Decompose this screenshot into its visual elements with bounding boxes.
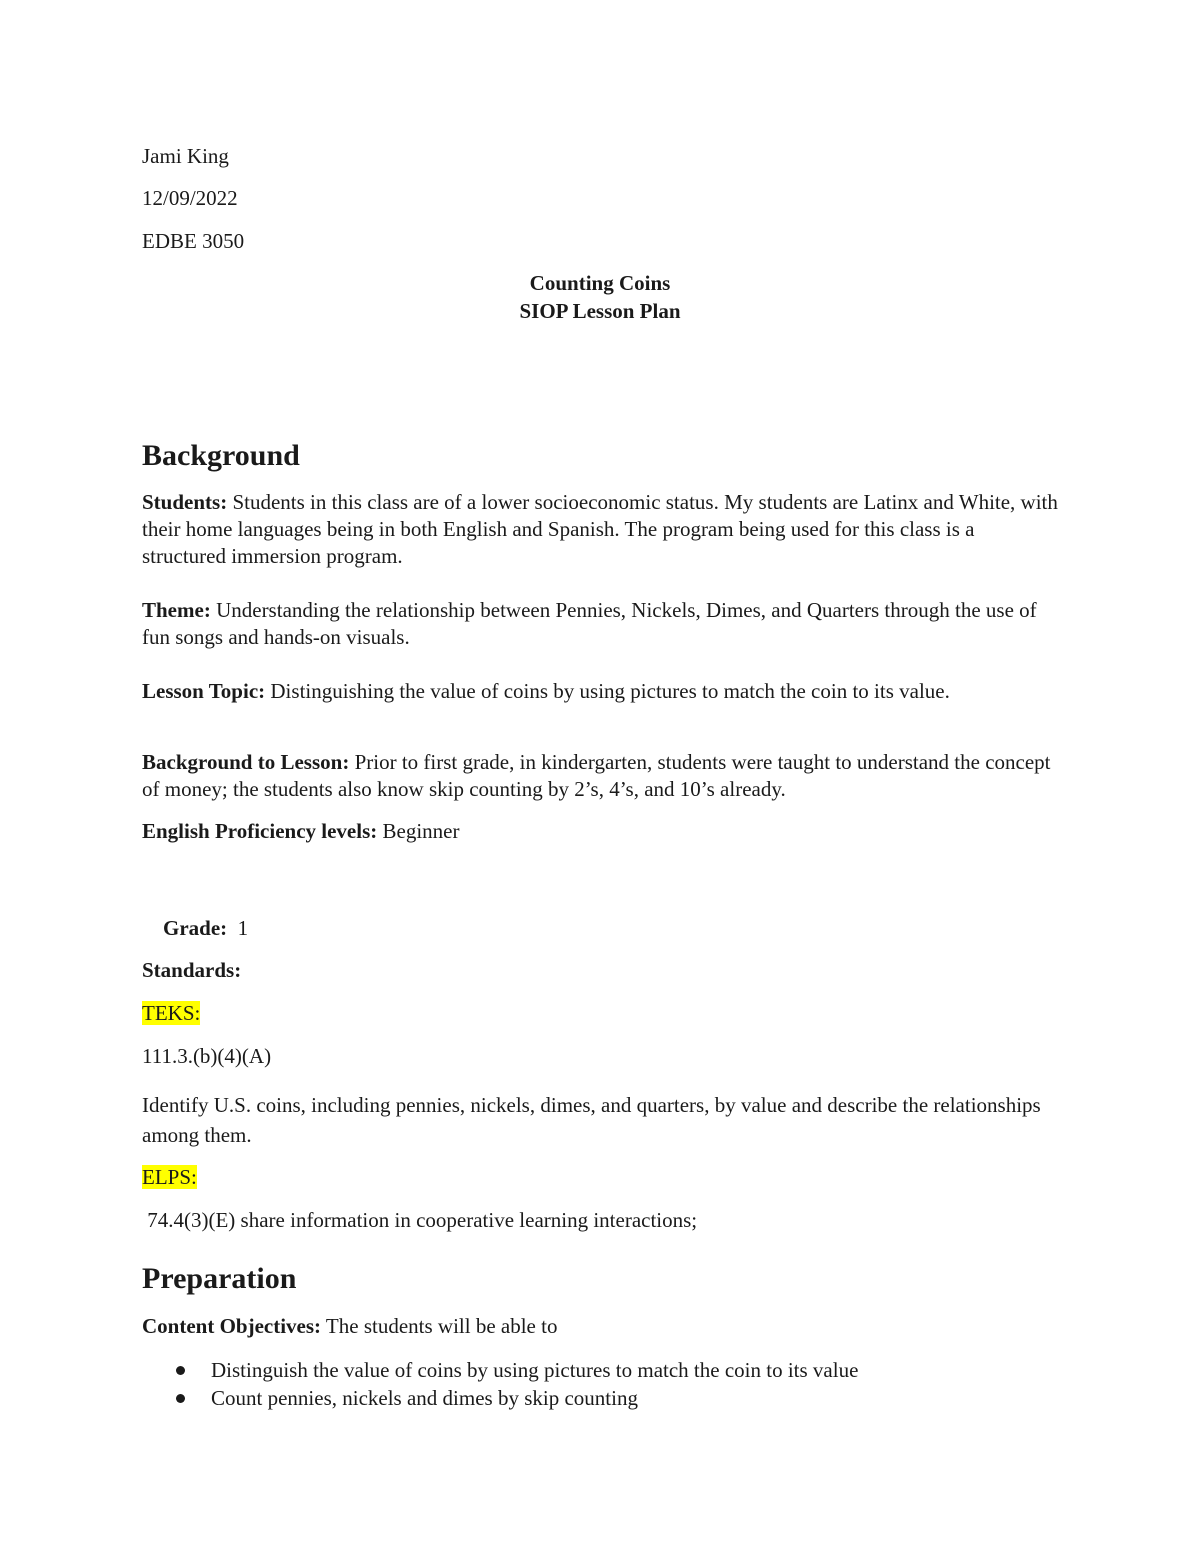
background-heading: Background <box>142 439 300 472</box>
content-objectives-label: Content Objectives: <box>142 1314 322 1338</box>
document-subtitle: SIOP Lesson Plan <box>519 299 681 323</box>
teks-code: 111.3.(b)(4)(A) <box>142 1044 272 1068</box>
standards-paragraph <box>142 957 1062 984</box>
elps-description: 74.4(3)(E) share information in cooperative learning interactions; <box>142 1208 698 1232</box>
list-item-text: Count pennies, nickels and dimes by skip counting <box>211 1386 638 1410</box>
content-objectives-list <box>142 1356 858 1412</box>
content-objectives-text: The students will be able to <box>321 1314 558 1338</box>
lesson-topic-label: Lesson Topic: <box>142 679 266 703</box>
theme-text: Understanding the relationship between Pennies, Nickels, Dimes, and Quarters through the use of fun songs and hands-on visuals. <box>142 598 1037 649</box>
background-to-lesson-paragraph <box>142 749 1062 803</box>
teks-label: TEKS: <box>142 1001 201 1025</box>
list-item <box>142 1384 858 1412</box>
theme-paragraph <box>142 597 1062 651</box>
english-proficiency-label: English Proficiency levels: <box>142 819 378 843</box>
teks-description: Identify U.S. coins, including pennies, nickels, dimes, and quarters, by value and describe the relationships among them. <box>142 1093 1041 1147</box>
grade-text: 1 <box>227 916 249 940</box>
content-objectives-paragraph <box>142 1313 1062 1340</box>
grade-label: Grade: <box>163 916 228 940</box>
document-date: 12/09/2022 <box>142 186 238 210</box>
author-name: Jami King <box>142 144 229 168</box>
preparation-heading: Preparation <box>142 1262 297 1295</box>
course-code: EDBE 3050 <box>142 229 245 253</box>
list-item <box>142 1356 858 1384</box>
elps-label-line <box>142 1164 1062 1191</box>
english-proficiency-text: Beginner <box>377 819 460 843</box>
theme-label: Theme: <box>142 598 211 622</box>
elps-label: ELPS: <box>142 1165 197 1189</box>
students-paragraph <box>142 489 1062 570</box>
teks-label-line <box>142 1000 1062 1027</box>
document-title: Counting Coins <box>529 271 671 295</box>
background-to-lesson-text: Prior to first grade, in kindergarten, students were taught to understand the concept of money; the students also know skip counting by 2’s, 4’s, and 10’s already. <box>142 750 1051 801</box>
students-label: Students: <box>142 490 228 514</box>
students-text: Students in this class are of a lower socioeconomic status. My students are Latinx and White, with their home languages being in both English and Spanish. The program being used for this class is a structured immersion program. <box>142 490 1058 568</box>
standards-label: Standards: <box>142 958 242 982</box>
lesson-topic-paragraph <box>142 678 1062 705</box>
background-to-lesson-label: Background to Lesson: <box>142 750 350 774</box>
english-proficiency-paragraph <box>142 818 1062 845</box>
bullet-icon <box>176 1394 185 1403</box>
bullet-icon <box>176 1366 185 1375</box>
list-item-text: Distinguish the value of coins by using pictures to match the coin to its value <box>211 1358 859 1382</box>
lesson-topic-text: Distinguishing the value of coins by using pictures to match the coin to its value. <box>265 679 950 703</box>
